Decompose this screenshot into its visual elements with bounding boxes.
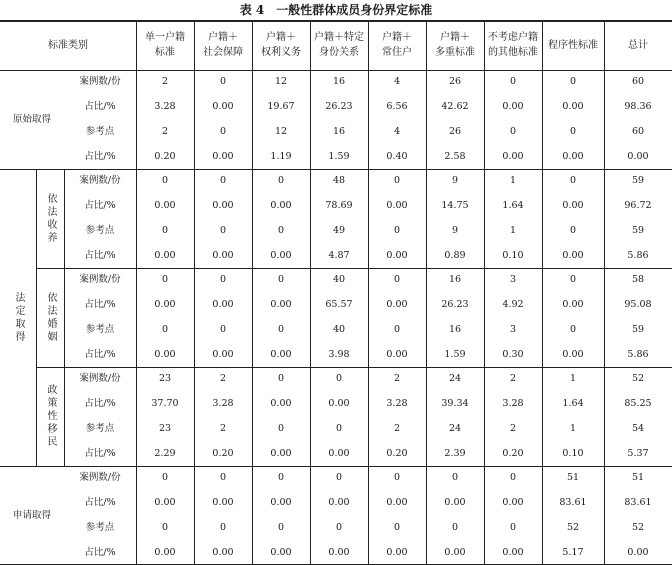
column-divider (194, 20, 195, 565)
table-cell: 0.00 (502, 101, 524, 113)
table-cell: 0.00 (212, 546, 234, 558)
table-cell: 0 (161, 274, 169, 286)
table-cell: 0 (509, 521, 517, 533)
table-cell: 65.57 (325, 299, 353, 311)
table-cell: 0.00 (154, 497, 176, 509)
table-cell: 0.00 (627, 546, 649, 558)
header-line: 户籍＋ (440, 32, 470, 43)
column-divider (252, 20, 253, 565)
header-line: 总计 (628, 39, 648, 51)
table-cell: 0.00 (328, 447, 350, 459)
table-cell: 51 (566, 472, 580, 484)
table-cell: 1 (569, 422, 577, 434)
table-cell: 5.86 (627, 249, 649, 261)
table-cell: 0 (219, 274, 227, 286)
table-cell: 0.00 (328, 497, 350, 509)
table-cell: 51 (631, 472, 645, 484)
table-cell: 0 (509, 472, 517, 484)
table-cell: 0 (335, 472, 343, 484)
table-cell: 0.00 (386, 299, 408, 311)
table-cell: 0.00 (270, 447, 292, 459)
header-line: 的其他标准 (488, 47, 538, 58)
table-cell: 0.00 (444, 497, 466, 509)
row-label-ref: 参考点 (85, 125, 115, 137)
group-label-legal: 法定取得 (13, 291, 24, 344)
table-cell: 0.00 (386, 348, 408, 360)
table-cell: 2.58 (444, 150, 466, 162)
column-divider (136, 20, 137, 565)
table-cell: 26.23 (325, 101, 353, 113)
table-cell: 0.00 (502, 497, 524, 509)
table-cell: 2 (509, 422, 517, 434)
table-cell: 95.08 (624, 299, 652, 311)
row-label-ratio: 占比/% (84, 546, 116, 558)
table-cell: 23 (158, 422, 172, 434)
table-cell: 1 (509, 175, 517, 187)
table-cell: 0.00 (154, 348, 176, 360)
table-cell: 0 (569, 76, 577, 88)
table-cell: 52 (631, 373, 645, 385)
table-cell: 26 (448, 125, 462, 137)
table-cell: 0.00 (212, 299, 234, 311)
table-cell: 40 (332, 323, 346, 335)
table-cell: 0.00 (562, 101, 584, 113)
table-cell: 48 (332, 175, 346, 187)
table-cell: 26.23 (441, 299, 469, 311)
row-label-ref: 参考点 (85, 323, 115, 335)
table-cell: 23 (158, 373, 172, 385)
table-cell: 98.36 (624, 101, 652, 113)
header-line: 户籍＋ (266, 32, 296, 43)
table-cell: 0 (161, 175, 169, 187)
table-cell: 0.20 (212, 447, 234, 459)
table-cell: 0 (219, 521, 227, 533)
table-cell: 60 (631, 125, 645, 137)
table-cell: 0.00 (154, 299, 176, 311)
table-cell: 3.98 (328, 348, 350, 360)
row-label-ratio: 占比/% (84, 249, 116, 261)
row-label-ratio: 占比/% (84, 200, 116, 212)
table-cell: 39.34 (441, 398, 469, 410)
table-title: 表 4 一般性群体成员身份界定标准 (239, 3, 433, 17)
table-cell: 52 (631, 521, 645, 533)
table-cell: 1.59 (444, 348, 466, 360)
table-cell: 0 (509, 125, 517, 137)
row-label-cases: 案例数/份 (79, 76, 121, 88)
table-cell: 0.00 (502, 150, 524, 162)
table-cell: 24 (448, 373, 462, 385)
table-cell: 0 (451, 521, 459, 533)
table-cell: 0.00 (212, 150, 234, 162)
table-cell: 12 (274, 76, 288, 88)
table-cell: 37.70 (151, 398, 179, 410)
table-cell: 52 (566, 521, 580, 533)
table-cell: 0 (393, 175, 401, 187)
table-cell: 0 (569, 274, 577, 286)
header-col5 (368, 20, 426, 70)
table-cell: 0.00 (154, 200, 176, 212)
table-cell: 0.00 (270, 200, 292, 212)
table-cell: 16 (448, 323, 462, 335)
table-cell: 0 (277, 323, 285, 335)
group-label-adoption: 依法收养 (45, 192, 56, 245)
table-cell: 0.00 (562, 200, 584, 212)
header-col6 (426, 20, 484, 70)
table-cell: 0 (219, 224, 227, 236)
header-line: 身份关系 (319, 47, 359, 58)
table-cell: 0 (393, 521, 401, 533)
table-cell: 0.00 (270, 398, 292, 410)
table-cell: 3.28 (154, 101, 176, 113)
row-divider (36, 367, 672, 368)
table-cell: 0 (161, 472, 169, 484)
table-cell: 0 (277, 472, 285, 484)
row-divider (36, 268, 672, 269)
table-cell: 2 (393, 422, 401, 434)
table-cell: 3.28 (212, 398, 234, 410)
table-cell: 59 (631, 175, 645, 187)
header-line: 多重标准 (435, 47, 475, 58)
group-label-policy: 政策性移民 (45, 384, 56, 449)
table-cell: 0 (277, 373, 285, 385)
table-cell: 2.39 (444, 447, 466, 459)
table-cell: 16 (448, 274, 462, 286)
group-label-marriage: 依法婚姻 (45, 291, 56, 344)
header-line: 社会保障 (203, 47, 243, 58)
table-cell: 16 (332, 76, 346, 88)
column-divider (310, 20, 311, 565)
table-cell: 16 (332, 125, 346, 137)
table-cell: 0 (569, 125, 577, 137)
table-cell: 0 (219, 175, 227, 187)
table-cell: 5.37 (627, 447, 649, 459)
row-label-ratio: 占比/% (84, 398, 116, 410)
table-cell: 24 (448, 422, 462, 434)
table-cell: 0.00 (154, 546, 176, 558)
table-cell: 1.59 (328, 150, 350, 162)
table-cell: 0.10 (502, 249, 524, 261)
header-line: 单一户籍 (145, 32, 185, 43)
row-label-ratio: 占比/% (84, 150, 116, 162)
table-cell: 0.00 (212, 249, 234, 261)
table-cell: 0 (393, 274, 401, 286)
table-cell: 3 (509, 274, 517, 286)
table-cell: 0.20 (386, 447, 408, 459)
row-label-ratio: 占比/% (84, 497, 116, 509)
row-label-ratio: 占比/% (84, 299, 116, 311)
table-cell: 9 (451, 175, 459, 187)
table-cell: 42.62 (441, 101, 469, 113)
row-label-ref: 参考点 (85, 224, 115, 236)
group-label-original: 原始取得 (12, 113, 51, 125)
table-cell: 0 (509, 76, 517, 88)
table-cell: 0.30 (502, 348, 524, 360)
table-cell: 0.00 (328, 398, 350, 410)
column-divider (36, 169, 37, 466)
table-cell: 0.00 (386, 249, 408, 261)
table-cell: 12 (274, 125, 288, 137)
table-cell: 0.00 (386, 200, 408, 212)
table-cell: 0.00 (444, 546, 466, 558)
table-cell: 49 (332, 224, 346, 236)
table-cell: 0.40 (386, 150, 408, 162)
table-cell: 19.67 (267, 101, 295, 113)
table-cell: 0 (219, 125, 227, 137)
table-cell: 85.25 (624, 398, 652, 410)
row-label-cases: 案例数/份 (79, 175, 121, 187)
table-cell: 2 (161, 76, 169, 88)
table-cell: 4 (393, 76, 401, 88)
column-divider (604, 20, 605, 565)
table-cell: 0 (393, 224, 401, 236)
table-cell: 2 (509, 373, 517, 385)
table-cell: 1 (509, 224, 517, 236)
table-cell: 0.00 (270, 348, 292, 360)
row-label-cases: 案例数/份 (79, 274, 121, 286)
header-col4 (310, 20, 368, 70)
table-cell: 0.00 (627, 150, 649, 162)
table-cell: 0 (219, 472, 227, 484)
table-cell: 59 (631, 323, 645, 335)
column-divider (426, 20, 427, 565)
table-cell: 2.29 (154, 447, 176, 459)
table-cell: 0 (393, 323, 401, 335)
table-cell: 78.69 (325, 200, 353, 212)
table-cell: 26 (448, 76, 462, 88)
table-cell: 0 (219, 323, 227, 335)
table-cell: 60 (631, 76, 645, 88)
table-cell: 9 (451, 224, 459, 236)
table-cell: 0 (569, 224, 577, 236)
table-cell: 0.89 (444, 249, 466, 261)
table-cell: 0.20 (154, 150, 176, 162)
table-cell: 14.75 (441, 200, 469, 212)
table-cell: 0 (451, 472, 459, 484)
table-cell: 0.00 (154, 249, 176, 261)
column-divider (542, 20, 543, 565)
row-divider (0, 466, 672, 467)
table-cell: 1.64 (502, 200, 524, 212)
table-cell: 0.20 (502, 447, 524, 459)
header-line: 不考虑户籍 (488, 32, 538, 43)
table-cell: 1.64 (562, 398, 584, 410)
table-cell: 0 (335, 373, 343, 385)
row-label-ratio: 占比/% (84, 101, 116, 113)
table-cell: 0.00 (328, 546, 350, 558)
table-cell: 2 (393, 373, 401, 385)
row-label-ref: 参考点 (85, 521, 115, 533)
table-cell: 40 (332, 274, 346, 286)
data-table (0, 20, 672, 565)
table-cell: 0 (219, 76, 227, 88)
table-cell: 5.17 (562, 546, 584, 558)
header-line: 标准 (155, 47, 175, 58)
table-cell: 58 (631, 274, 645, 286)
table-cell: 59 (631, 224, 645, 236)
table-cell: 0.00 (562, 249, 584, 261)
table-cell: 3 (509, 323, 517, 335)
table-cell: 0.00 (270, 497, 292, 509)
column-divider (368, 20, 369, 565)
table-cell: 0 (161, 323, 169, 335)
header-line: 户籍＋ (382, 32, 412, 43)
table-cell: 2 (219, 422, 227, 434)
table-cell: 0.00 (502, 546, 524, 558)
table-cell: 1.19 (270, 150, 292, 162)
table-cell: 5.86 (627, 348, 649, 360)
header-col3 (252, 20, 310, 70)
table-cell: 0.00 (212, 101, 234, 113)
table-cell: 0 (277, 224, 285, 236)
header-category: 标准类别 (48, 39, 88, 51)
table-cell: 0.00 (212, 497, 234, 509)
row-label-cases: 案例数/份 (79, 373, 121, 385)
table-cell: 0.10 (562, 447, 584, 459)
row-divider (0, 169, 672, 170)
table-cell: 0.00 (386, 546, 408, 558)
header-line: 户籍＋ (208, 32, 238, 43)
group-label-apply: 申请取得 (12, 509, 51, 521)
table-cell: 4.92 (502, 299, 524, 311)
table-cell: 4.87 (328, 249, 350, 261)
table-cell: 6.56 (386, 101, 408, 113)
table-cell: 0.00 (386, 497, 408, 509)
row-label-cases: 案例数/份 (79, 472, 121, 484)
header-line: 权利义务 (261, 47, 301, 58)
table-cell: 4 (393, 125, 401, 137)
row-label-ref: 参考点 (85, 422, 115, 434)
row-label-ratio: 占比/% (84, 447, 116, 459)
table-cell: 83.61 (624, 497, 652, 509)
header-col1 (136, 20, 194, 70)
table-cell: 0 (161, 521, 169, 533)
table-cell: 2 (161, 125, 169, 137)
table-cell: 0 (335, 422, 343, 434)
table-cell: 2 (219, 373, 227, 385)
row-label-ratio: 占比/% (84, 348, 116, 360)
table-cell: 0 (277, 175, 285, 187)
column-divider (484, 20, 485, 565)
table-cell: 54 (631, 422, 645, 434)
table-cell: 83.61 (559, 497, 587, 509)
table-cell: 3.28 (502, 398, 524, 410)
table-cell: 0.00 (270, 249, 292, 261)
table-cell: 0.00 (270, 546, 292, 558)
table-cell: 0.00 (562, 348, 584, 360)
table-cell: 0 (335, 521, 343, 533)
header-col8 (542, 20, 604, 70)
table-cell: 0.00 (562, 150, 584, 162)
table-cell: 0 (277, 422, 285, 434)
header-line: 程序性标准 (548, 39, 598, 51)
table-cell: 0.00 (212, 200, 234, 212)
table-cell: 0 (277, 274, 285, 286)
table-cell: 0 (569, 175, 577, 187)
table-cell: 3.28 (386, 398, 408, 410)
table-cell: 0 (277, 521, 285, 533)
column-divider (64, 169, 65, 466)
table-cell: 96.72 (624, 200, 652, 212)
table-cell: 0 (393, 472, 401, 484)
table-cell: 1 (569, 373, 577, 385)
header-line: 常住户 (382, 47, 412, 58)
header-col7 (484, 20, 542, 70)
table-cell: 0 (569, 323, 577, 335)
table-cell: 0.00 (212, 348, 234, 360)
header-col2 (194, 20, 252, 70)
table-cell: 0.00 (270, 299, 292, 311)
table-cell: 0 (161, 224, 169, 236)
header-col9 (604, 20, 672, 70)
header-line: 户籍＋特定 (314, 32, 364, 43)
table-cell: 0.00 (562, 299, 584, 311)
